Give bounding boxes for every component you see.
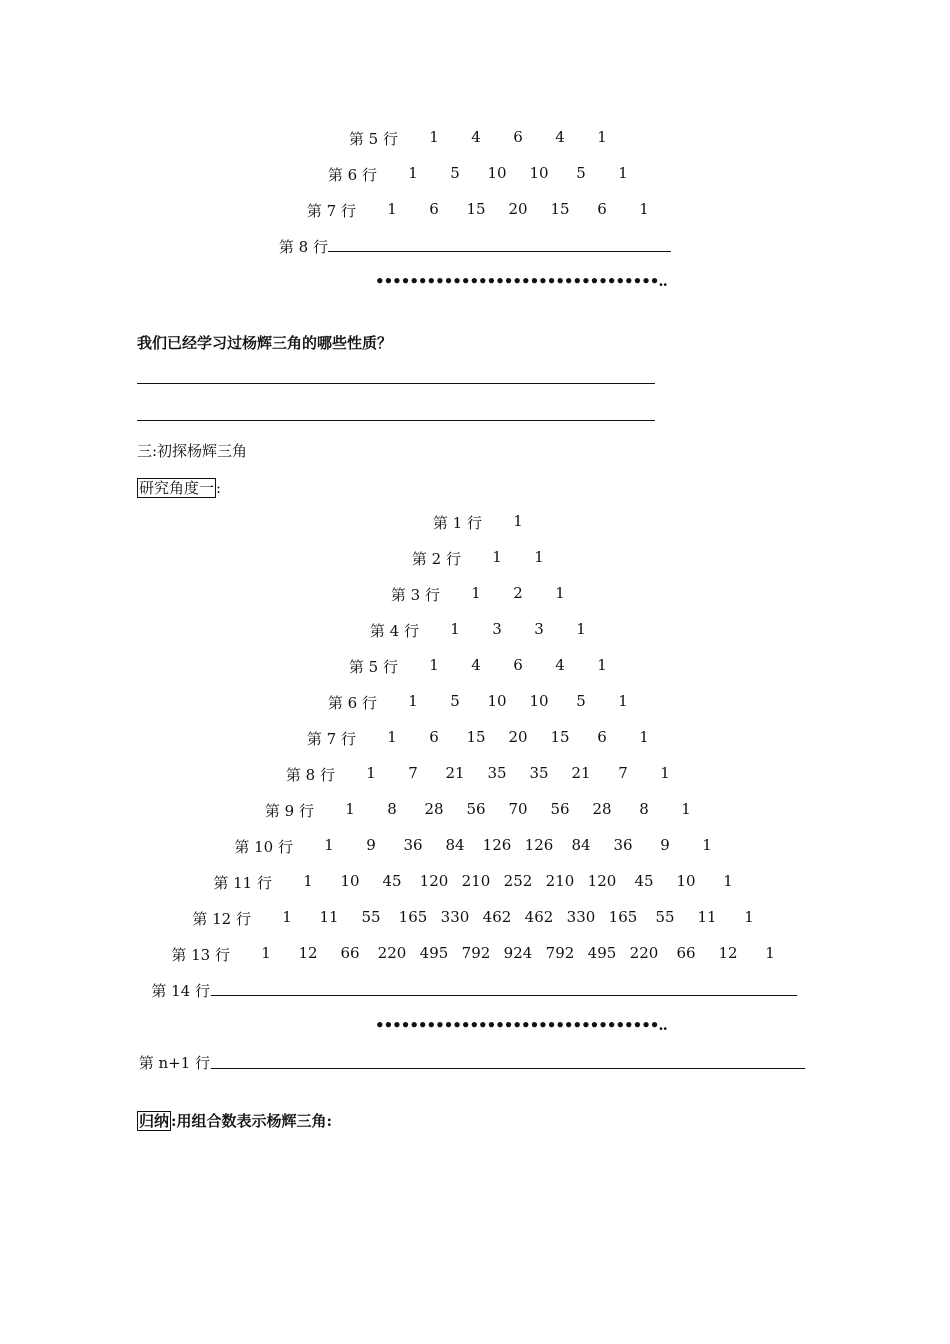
triangle-row (0, 800, 950, 824)
triangle-value: 56 (466, 800, 486, 818)
triangle-value: 1 (408, 692, 418, 710)
triangle-value: 220 (377, 944, 407, 962)
row-label: 第 13 行 (171, 946, 230, 964)
triangle-value: 12 (718, 944, 738, 962)
triangle-value: 6 (597, 728, 607, 746)
row-label: 第 7 行 (306, 202, 356, 220)
triangle-value: 1 (366, 764, 376, 782)
triangle-value: 1 (765, 944, 775, 962)
triangle-value: 330 (440, 908, 470, 926)
triangle-row (0, 512, 950, 536)
triangle-value: 1 (345, 800, 355, 818)
triangle-value: 924 (503, 944, 533, 962)
triangle-value: 210 (461, 872, 491, 890)
row-label: 第 n+1 行 (138, 1054, 210, 1072)
triangle-row (0, 128, 950, 152)
triangle-value: 1 (534, 548, 544, 566)
triangle-value: 84 (445, 836, 465, 854)
triangle-value: 10 (340, 872, 360, 890)
row-label: 第 11 行 (213, 874, 272, 892)
triangle-value: 12 (298, 944, 318, 962)
triangle-value: 1 (618, 692, 628, 710)
triangle-value: 1 (597, 128, 607, 146)
triangle-value: 8 (387, 800, 397, 818)
triangle-value: 7 (408, 764, 418, 782)
triangle-value: 11 (697, 908, 717, 926)
triangle-value: 5 (450, 692, 460, 710)
triangle-value: 70 (508, 800, 528, 818)
triangle-value: 1 (387, 200, 397, 218)
triangle-row (0, 548, 950, 572)
triangle-value: 3 (492, 620, 502, 638)
row-label: 第 7 行 (306, 730, 356, 748)
triangle-value: 252 (503, 872, 533, 890)
triangle-value: 6 (429, 728, 439, 746)
subheading-suffix: : (216, 479, 222, 497)
triangle-value: 21 (571, 764, 591, 782)
triangle-value: 1 (303, 872, 313, 890)
row-label: 第 8 行 (285, 766, 335, 784)
answer-line-2[interactable] (137, 420, 655, 421)
triangle-value: 2 (513, 584, 523, 602)
summary (137, 1110, 332, 1131)
triangle-value: 1 (681, 800, 691, 818)
row-label: 第 5 行 (348, 658, 398, 676)
triangle-value: 28 (592, 800, 612, 818)
row-label: 第 9 行 (264, 802, 314, 820)
triangle-value: 792 (461, 944, 491, 962)
triangle-value: 1 (744, 908, 754, 926)
row-label: 第 8 行 (278, 238, 328, 256)
triangle-value: 45 (634, 872, 654, 890)
triangle-value: 792 (545, 944, 575, 962)
triangle-value: 165 (398, 908, 428, 926)
triangle-value: 220 (629, 944, 659, 962)
row-14-blank (0, 980, 950, 1004)
triangle-value: 1 (597, 656, 607, 674)
triangle-value: 15 (466, 728, 486, 746)
triangle-value: 1 (492, 548, 502, 566)
triangle-row (0, 944, 950, 968)
triangle-value: 120 (587, 872, 617, 890)
triangle-value: 5 (450, 164, 460, 182)
triangle-value: 1 (387, 728, 397, 746)
triangle-value: 3 (534, 620, 544, 638)
triangle-value: 15 (550, 200, 570, 218)
triangle-value: 20 (508, 728, 528, 746)
summary-boxed: 归纳 (139, 1112, 170, 1130)
triangle-value: 10 (487, 692, 507, 710)
triangle-value: 1 (324, 836, 334, 854)
triangle-value: 45 (382, 872, 402, 890)
row-label: 第 6 行 (327, 166, 377, 184)
triangle-value: 35 (529, 764, 549, 782)
triangle-value: 1 (660, 764, 670, 782)
triangle-value: 4 (555, 656, 565, 674)
row-label: 第 10 行 (234, 838, 293, 856)
triangle-value: 1 (408, 164, 418, 182)
triangle-value: 9 (660, 836, 670, 854)
triangle-value: 1 (639, 728, 649, 746)
answer-blank[interactable] (211, 1068, 805, 1069)
answer-line-1[interactable] (137, 383, 655, 384)
triangle-value: 1 (450, 620, 460, 638)
triangle-value: 210 (545, 872, 575, 890)
triangle-value: 165 (608, 908, 638, 926)
triangle-value: 6 (513, 656, 523, 674)
ellipsis: •••••••••••••••••••••••••••••••••.. (375, 272, 667, 290)
triangle-value: 66 (340, 944, 360, 962)
row-n-blank (0, 1052, 950, 1076)
triangle-value: 10 (529, 164, 549, 182)
triangle-value: 9 (366, 836, 376, 854)
triangle-value: 5 (576, 692, 586, 710)
triangle-value: 21 (445, 764, 465, 782)
triangle-value: 36 (403, 836, 423, 854)
triangle-value: 330 (566, 908, 596, 926)
triangle-value: 1 (555, 584, 565, 602)
triangle-value: 462 (524, 908, 554, 926)
triangle-value: 1 (429, 128, 439, 146)
triangle-value: 15 (466, 200, 486, 218)
triangle-row (0, 836, 950, 860)
triangle-row (0, 908, 950, 932)
triangle-value: 35 (487, 764, 507, 782)
ellipsis: •••••••••••••••••••••••••••••••••.. (375, 1016, 667, 1034)
triangle-value: 6 (513, 128, 523, 146)
triangle-row (0, 692, 950, 716)
triangle-value: 1 (513, 512, 523, 530)
answer-blank[interactable] (211, 995, 797, 996)
triangle-row (0, 656, 950, 680)
triangle-value: 1 (261, 944, 271, 962)
row-label: 第 6 行 (327, 694, 377, 712)
triangle-value: 36 (613, 836, 633, 854)
triangle-value: 55 (655, 908, 675, 926)
row-label: 第 4 行 (369, 622, 419, 640)
triangle-value: 495 (419, 944, 449, 962)
triangle-value: 56 (550, 800, 570, 818)
properties-question: 我们已经学习过杨辉三角的哪些性质？ (137, 334, 393, 352)
triangle-row (0, 728, 950, 752)
triangle-value: 66 (676, 944, 696, 962)
row-label: 第 5 行 (348, 130, 398, 148)
triangle-value: 1 (429, 656, 439, 674)
row-label: 第 3 行 (390, 586, 440, 604)
triangle-value: 126 (524, 836, 554, 854)
triangle-row (0, 584, 950, 608)
triangle-value: 1 (576, 620, 586, 638)
triangle-value: 1 (639, 200, 649, 218)
triangle-value: 11 (319, 908, 339, 926)
triangle-row (0, 872, 950, 896)
triangle-value: 84 (571, 836, 591, 854)
triangle-value: 1 (471, 584, 481, 602)
triangle-row (0, 764, 950, 788)
triangle-value: 55 (361, 908, 381, 926)
triangle-value: 6 (597, 200, 607, 218)
triangle-value: 462 (482, 908, 512, 926)
triangle-value: 4 (555, 128, 565, 146)
triangle-value: 126 (482, 836, 512, 854)
answer-blank[interactable] (328, 251, 671, 252)
triangle-value: 8 (639, 800, 649, 818)
section-heading: 三:初探杨辉三角 (137, 442, 248, 460)
triangle-value: 10 (676, 872, 696, 890)
triangle-value: 1 (702, 836, 712, 854)
triangle-value: 1 (618, 164, 628, 182)
row-label: 第 14 行 (151, 982, 210, 1000)
triangle-value: 1 (282, 908, 292, 926)
subheading-boxed: 研究角度一 (139, 479, 215, 497)
triangle-value: 6 (429, 200, 439, 218)
triangle-row (0, 620, 950, 644)
row-label: 第 12 行 (192, 910, 251, 928)
triangle-value: 7 (618, 764, 628, 782)
triangle-value: 10 (529, 692, 549, 710)
triangle-value: 10 (487, 164, 507, 182)
triangle-value: 495 (587, 944, 617, 962)
triangle-value: 28 (424, 800, 444, 818)
summary-text: :用组合数表示杨辉三角: (171, 1112, 333, 1130)
triangle-value: 5 (576, 164, 586, 182)
row-label: 第 2 行 (411, 550, 461, 568)
triangle-value: 15 (550, 728, 570, 746)
triangle-value: 120 (419, 872, 449, 890)
triangle-value: 4 (471, 128, 481, 146)
triangle-row (0, 164, 950, 188)
triangle-row (0, 200, 950, 224)
subheading (137, 477, 221, 498)
triangle-value: 20 (508, 200, 528, 218)
triangle-value: 1 (723, 872, 733, 890)
row-8-blank (0, 236, 950, 260)
row-label: 第 1 行 (432, 514, 482, 532)
triangle-value: 4 (471, 656, 481, 674)
